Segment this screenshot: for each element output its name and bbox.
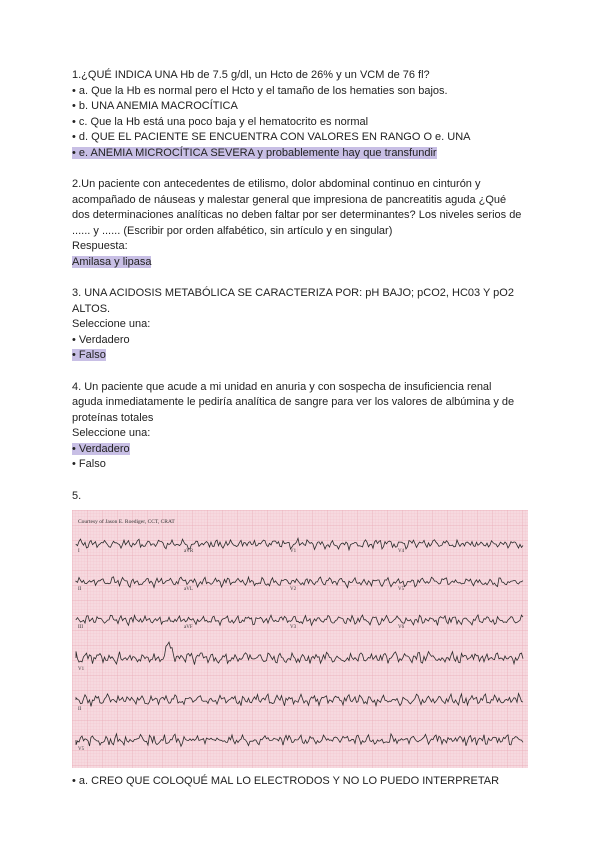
question-4-line: proteínas totales (72, 411, 154, 424)
ecg-lead-label: V1 (290, 549, 297, 554)
q3-option-false-selected: • Falso (72, 349, 106, 361)
q4-option-false: • Falso (72, 458, 106, 470)
answer-label: Respuesta: (72, 240, 128, 252)
select-prompt: Seleccione una: (72, 427, 151, 439)
ecg-lead-label: V6 (398, 625, 405, 630)
q1-option-c: • c. Que la Hb está una poco baja y el hematocrito es normal (72, 115, 369, 128)
answer-value: Amilasa y lipasa (72, 255, 152, 268)
ecg-lead-label: V5 (398, 587, 405, 592)
question-5 (72, 489, 532, 790)
question-4-line: 4. Un paciente que acude a mi unidad en anuria y con sospecha de insuficiencia renal (72, 380, 492, 393)
question-5-number: 5. (72, 489, 82, 502)
ecg-lead-label: V2 (290, 587, 297, 592)
ecg-strip (72, 510, 528, 768)
question-1-text: 1.¿QUÉ INDICA UNA Hb de 7.5 g/dl, un Hcto de 26% y un VCM de 76 fl? (72, 69, 430, 81)
question-2-line: acompañado de náuseas y malestar general que impresiona de pancreatitis aguda ¿Qué (72, 193, 507, 206)
ecg-lead-label: aVF (184, 625, 193, 630)
ecg-lead-label: II (78, 587, 82, 592)
ecg-lead-label: V5 (78, 747, 85, 752)
q1-option-d: • d. QUE EL PACIENTE SE ENCUENTRA CON VALORES EN RANGO O e. UNA (72, 131, 471, 143)
ecg-image (72, 510, 528, 768)
q4-option-true-selected: • Verdadero (72, 442, 130, 455)
ecg-lead-label: V4 (398, 549, 405, 554)
select-prompt: Seleccione una: (72, 318, 151, 330)
document-page (72, 68, 532, 790)
ecg-lead-label: III (78, 625, 83, 630)
ecg-grid (72, 510, 528, 768)
q1-option-b: • b. UNA ANEMIA MACROCÍTICA (72, 100, 238, 112)
ecg-credit: Courtesy of Jason E. Roediger, CCT, CRAT (78, 519, 175, 525)
q1-option-e-selected: • e. ANEMIA MICROCÍTICA SEVERA y probablemente hay que transfundir (72, 146, 437, 159)
q1-option-a: • a. Que la Hb es normal pero el Hcto y el tamaño de los hematies son bajos. (72, 84, 448, 97)
ecg-lead-label: V3 (290, 625, 297, 630)
ecg-lead-label: II (78, 707, 82, 712)
q5-option-a: • a. CREO QUE COLOQUÉ MAL LO ELECTRODOS Y NO LO PUEDO INTERPRETAR (72, 775, 500, 787)
q3-option-true: • Verdadero (72, 333, 130, 346)
ecg-lead-label: aVL (184, 587, 193, 592)
question-2-line: dos determinaciones analíticas no deben faltar por ser determinantes? Los niveles serios de (72, 209, 522, 221)
question-4-line: aguda inmediatamente le pediría analítica de sangre para ver los valores de albúmina y de (72, 396, 515, 408)
question-2-line: 2.Un paciente con antecedentes de etilismo, dolor abdominal continuo en cinturón y (72, 178, 481, 190)
question-1 (72, 68, 532, 161)
ecg-lead-label: I (78, 549, 80, 554)
question-3 (72, 286, 532, 364)
question-4 (72, 380, 532, 473)
question-3-line: ALTOS. (72, 302, 111, 315)
ecg-lead-label: aVR (184, 549, 194, 554)
question-2 (72, 177, 532, 270)
question-3-line: 3. UNA ACIDOSIS METABÓLICA SE CARACTERIZA POR: pH BAJO; pCO2, HC03 Y pO2 (72, 287, 514, 299)
question-2-line: ...... y ...... (Escribir por orden alfabético, sin artículo y en singular) (72, 224, 393, 237)
ecg-lead-label: V1 (78, 667, 85, 672)
